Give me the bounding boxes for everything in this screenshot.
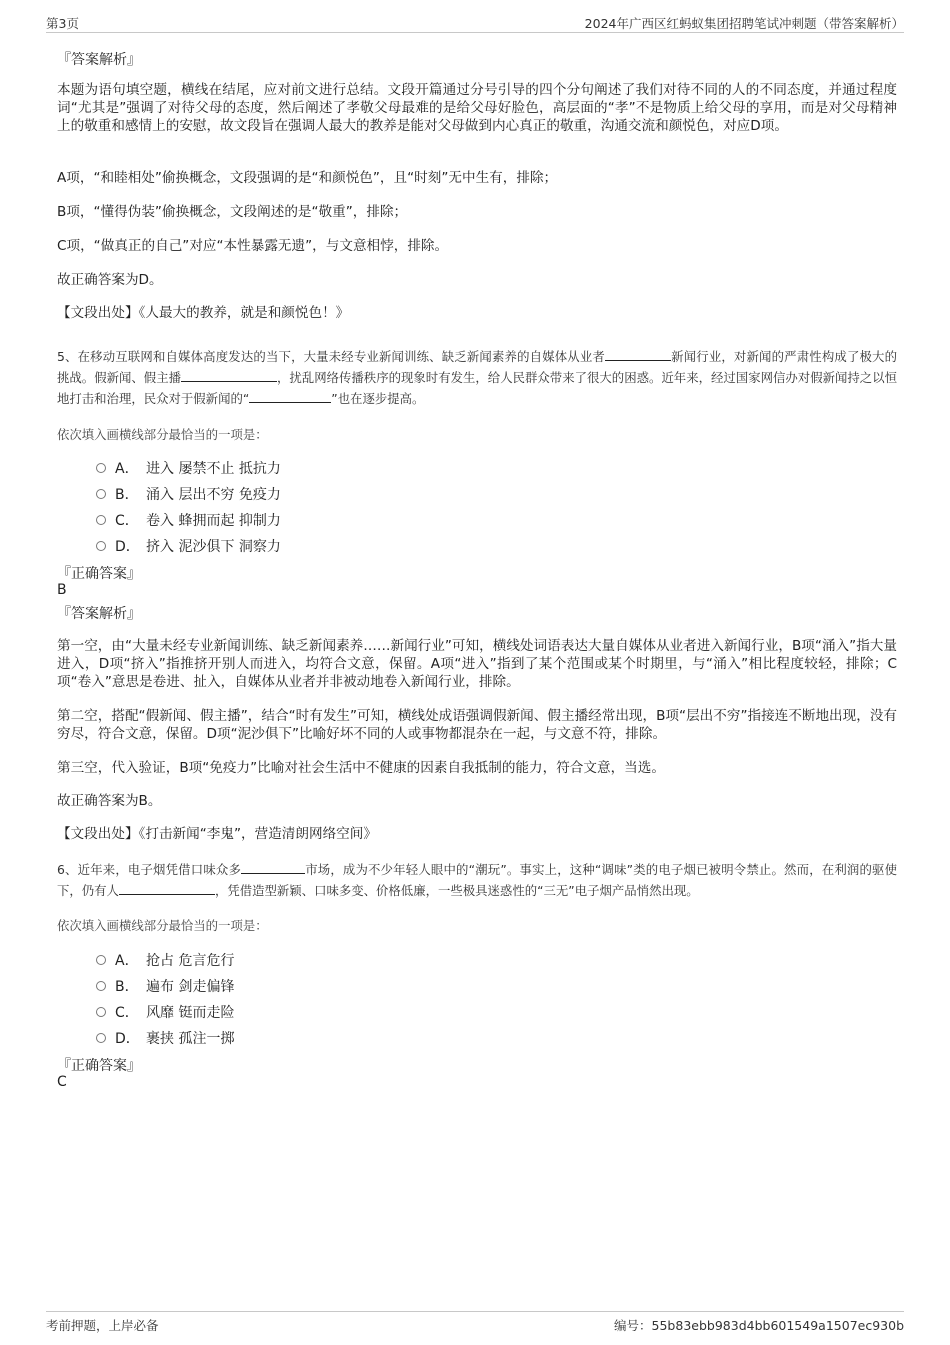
- correct-answer-label: 『正确答案』: [57, 1058, 141, 1074]
- radio-button[interactable]: [96, 955, 106, 965]
- radio-button[interactable]: [96, 1033, 106, 1043]
- question-5-text: 5、在移动互联网和自媒体高度发达的当下，大量未经专业新闻训练、缺乏新闻素养的自媒体从业者 新闻行业，对新闻的严肃性构成了极大的挑战。假新闻、假主播 ，扰乱网络传播秩序的现象时有发生，给人民群众带来了很大的困惑。近年来，经过国家网信办对假新闻持之以恒地打击和治理，民众对于假新闻的“ ”也在逐步提高。: [57, 349, 898, 406]
- radio-button[interactable]: [96, 981, 106, 991]
- radio-button[interactable]: [96, 541, 106, 551]
- question-6-text: 6、近年来，电子烟凭借口味众多 市场，成为不少年轻人眼中的“潮玩”。事实上，这种“调味”类的电子烟已被明令禁止。然而，在利润的驱使下，仍有人 ，凭借造型新颖、口味多变、价格低廉，一些极具迷惑性的“三无”电子烟产品悄然出现。: [57, 862, 897, 898]
- analysis-paragraph: 本题为语句填空题，横线在结尾，应对前文进行总结。文段开篇通过分号引导的四个分句阐述了我们对待不同的人的不同态度，并通过程度词“尤其是”强调了对待父母的态度，然后阐述了孝敬父母最难的是给父母好脸色，高层面的“孝”不是物质上给父母的享用，而是对父母精神上的敬重和感情上的安慰，故文段旨在强调人最大的教养是能对父母做到内心真正的敬重，沟通交流和颜悦色，对应D项。: [57, 82, 897, 134]
- analysis-blank-1: 第一空，由“大量未经专业新闻训练、缺乏新闻素养……新闻行业”可知，横线处词语表达大量自媒体从业者进入新闻行业，B项“涌入”指大量进入，D项“挤入”指推挤开别人而进入，均符合文意，保留。A项“进入”指到了某个范围或某个时期里，与“涌入”相比程度较轻，排除；C项“卷入”意思是卷进、扯入，自媒体从业者并非被动地卷入新闻行业，排除。: [57, 638, 897, 690]
- analysis-option-b: B项，“懂得伪装”偷换概念，文段阐述的是“敬重”，排除；: [57, 204, 408, 220]
- document-id: 编号：55b83ebb983d4bb601549a1507ec930b: [614, 1318, 904, 1333]
- question-6-instruction: 依次填入画横线部分最恰当的一项是：: [57, 918, 268, 933]
- analysis-option-a: A项，“和睦相处”偷换概念，文段强调的是“和颜悦色”，且“时刻”无中生有，排除；: [57, 170, 558, 186]
- radio-button[interactable]: [96, 1007, 106, 1017]
- source-citation: 【文段出处】《打击新闻“李鬼”，营造清朗网络空间》: [57, 826, 377, 842]
- analysis-conclusion: 故正确答案为B。: [57, 793, 162, 809]
- answer-blank: [181, 369, 277, 382]
- page-footer: [46, 1311, 904, 1336]
- analysis-conclusion: 故正确答案为D。: [57, 272, 163, 288]
- correct-answer: C: [57, 1074, 67, 1090]
- radio-button[interactable]: [96, 515, 106, 525]
- analysis-option-c: C项，“做真正的自己”对应“本性暴露无遗”，与文意相悖，排除。: [57, 238, 449, 254]
- page-header: [46, 12, 904, 33]
- correct-answer-label: 『正确答案』: [57, 566, 141, 582]
- question-5-instruction: 依次填入画横线部分最恰当的一项是：: [57, 427, 268, 442]
- answer-blank: [241, 861, 305, 874]
- answer-blank: [249, 390, 331, 403]
- footer-slogan: 考前押题，上岸必备: [46, 1318, 159, 1333]
- source-citation: 【文段出处】《人最大的教养，就是和颜悦色！》: [57, 305, 350, 321]
- analysis-label: 『答案解析』: [57, 606, 141, 622]
- radio-button[interactable]: [96, 463, 106, 473]
- analysis-blank-2: 第二空，搭配“假新闻、假主播”，结合“时有发生”可知，横线处成语强调假新闻、假主播经常出现，B项“层出不穷”指接连不断地出现，没有穷尽，符合文意，保留。D项“泥沙俱下”比喻好坏不同的人或事物都混杂在一起，与文意不符，排除。: [57, 708, 898, 742]
- analysis-blank-3: 第三空，代入验证，B项“免疫力”比喻对社会生活中不健康的因素自我抵制的能力，符合文意，当选。: [57, 760, 665, 776]
- correct-answer: B: [57, 582, 67, 598]
- answer-blank: [119, 882, 215, 895]
- analysis-label: 『答案解析』: [57, 52, 141, 68]
- document-title: 2024年广西区红蚂蚁集团招聘笔试冲刺题（带答案解析）: [584, 16, 904, 31]
- page-number: 第3页: [46, 16, 79, 31]
- answer-blank: [605, 348, 671, 361]
- radio-button[interactable]: [96, 489, 106, 499]
